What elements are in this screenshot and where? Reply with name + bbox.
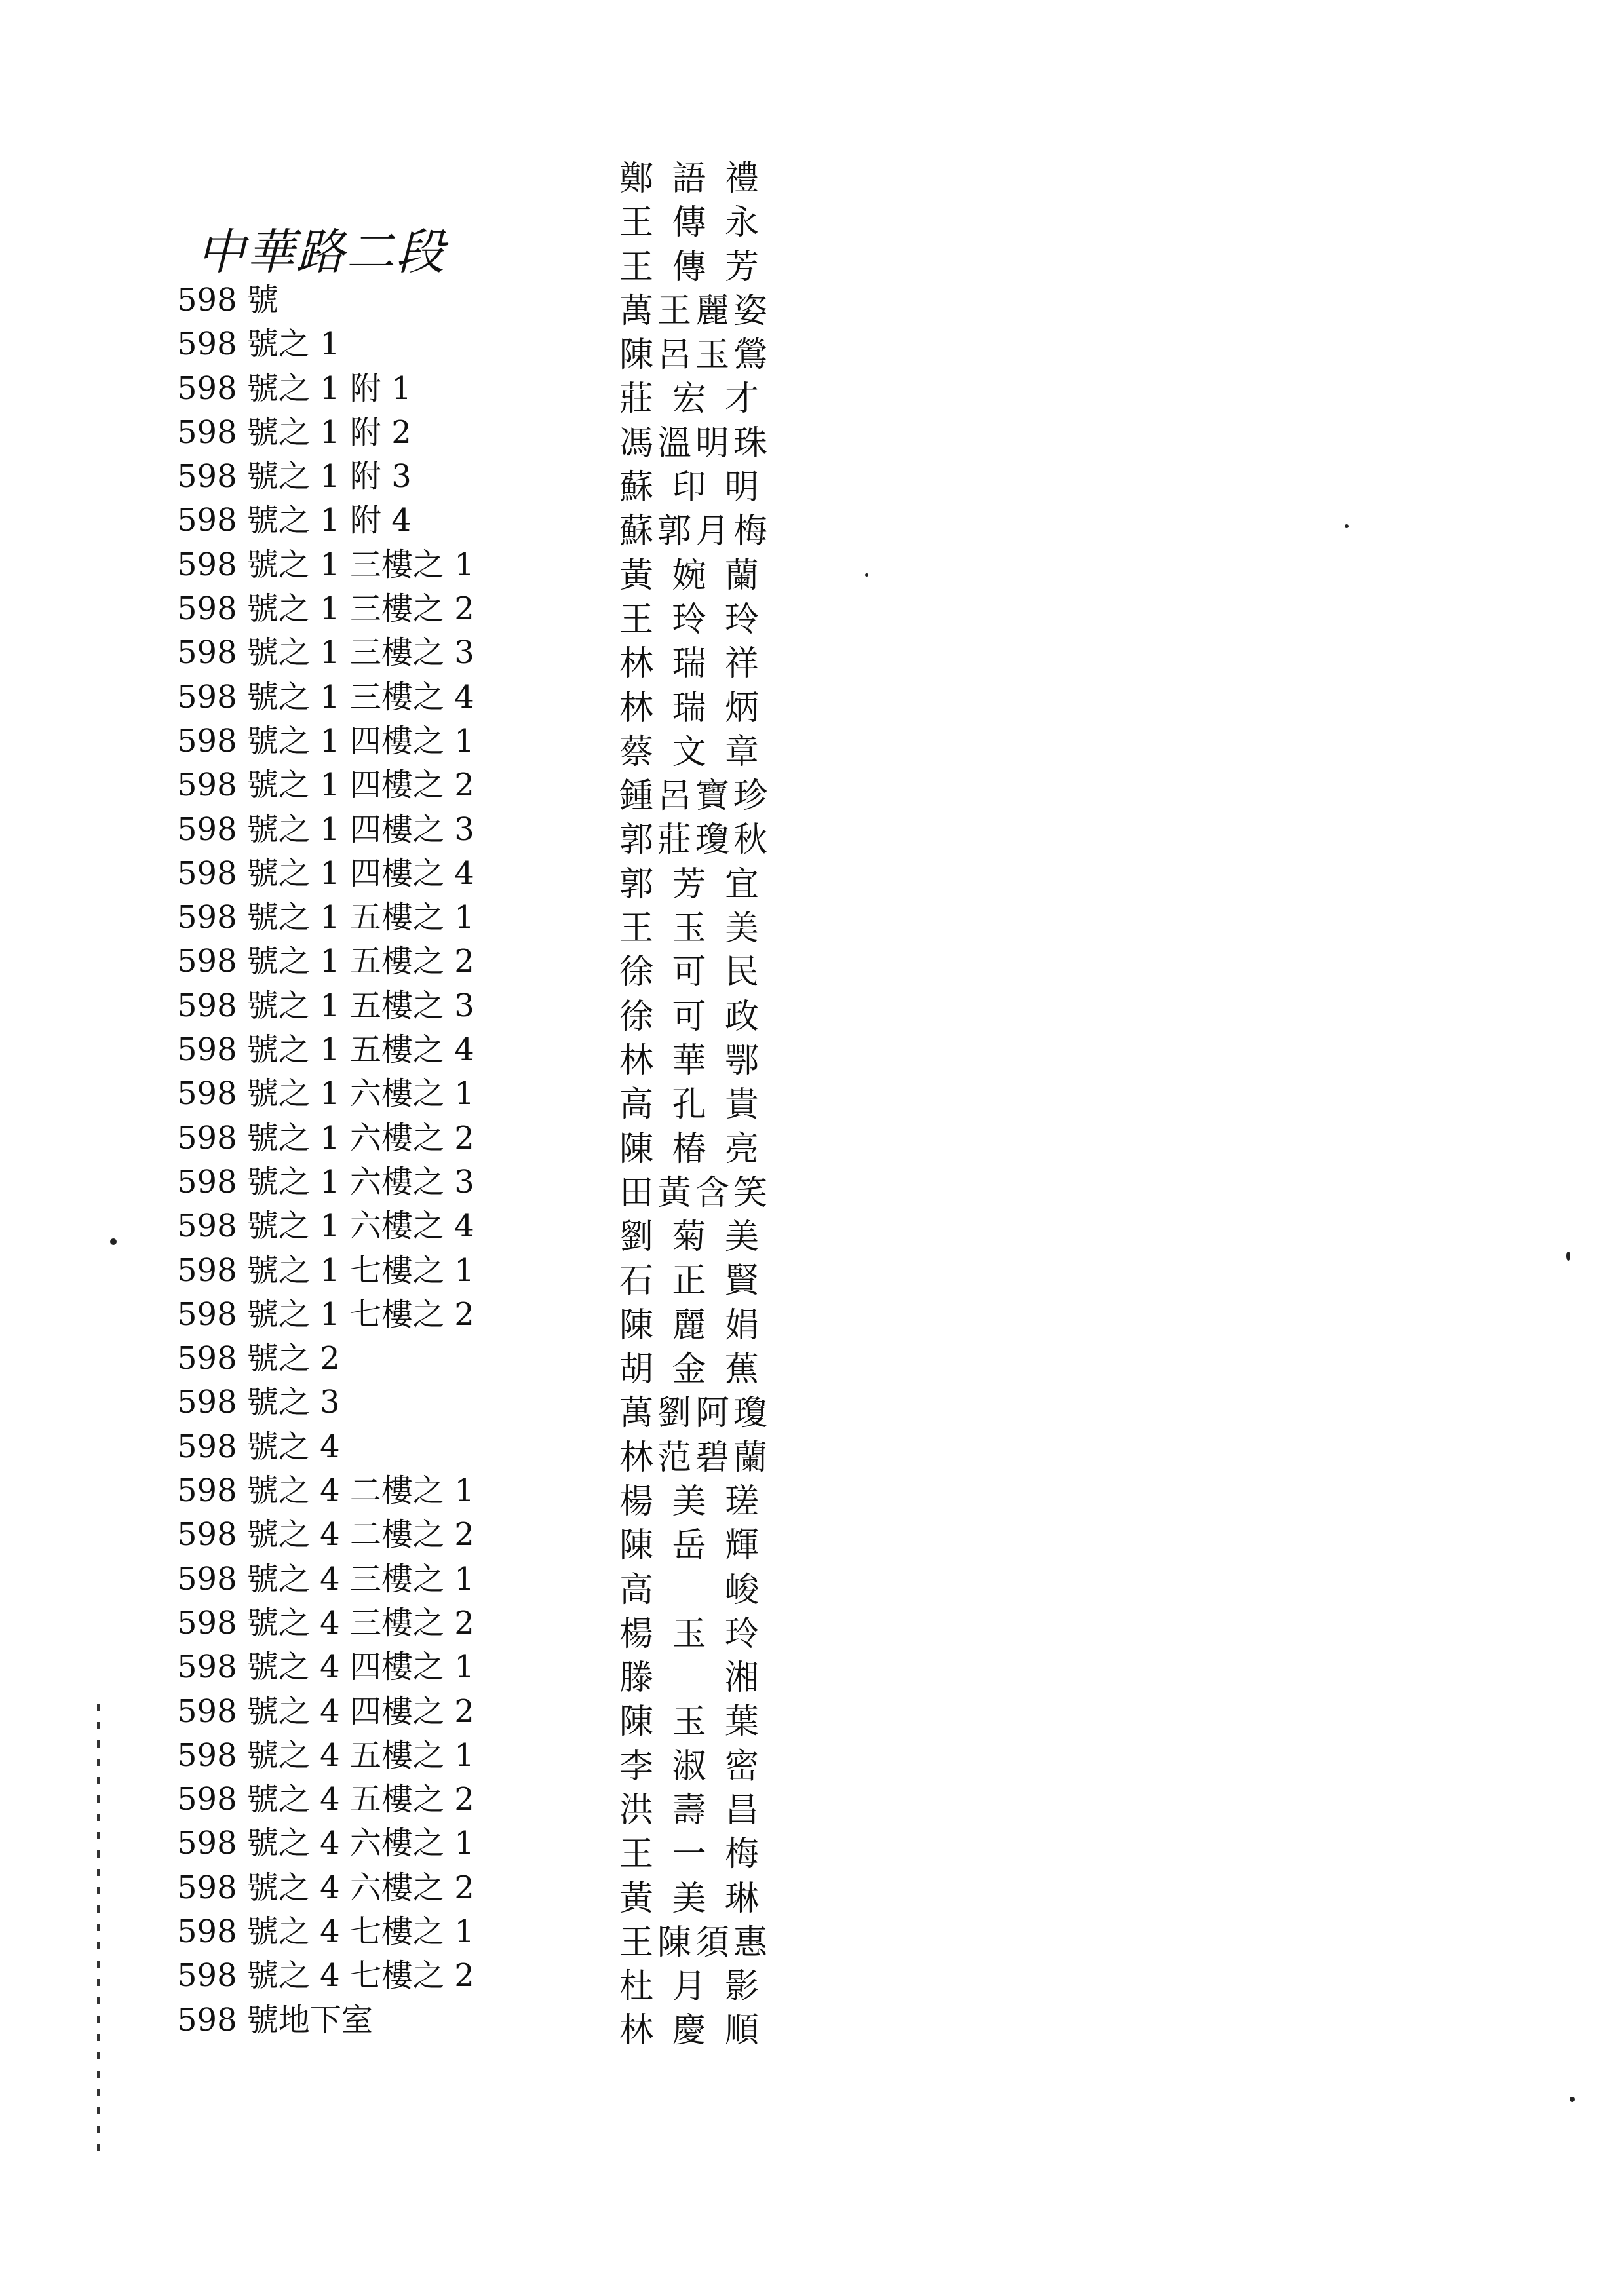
resident-name: 王 傳 永 (619, 203, 763, 243)
address-row: 598 號之 1 五樓之 4 (177, 1031, 474, 1069)
resident-name: 楊 玉 玲 (619, 1614, 763, 1654)
address-row: 598 號之 4 二樓之 1 (177, 1472, 474, 1510)
resident-name: 郭莊瓊秋 (619, 820, 772, 860)
resident-name: 林 瑞 炳 (619, 688, 763, 728)
address-row: 598 號之 1 三樓之 3 (177, 634, 474, 672)
resident-name: 杜 月 影 (619, 1967, 763, 2007)
address-row: 598 號之 1 三樓之 4 (177, 678, 474, 716)
resident-name: 林 華 鄂 (619, 1041, 763, 1081)
resident-name: 王 傳 芳 (619, 247, 763, 287)
resident-name: 李 淑 密 (619, 1746, 763, 1786)
address-row: 598 號之 1 四樓之 2 (177, 767, 474, 804)
address-row: 598 號之 1 五樓之 2 (177, 943, 474, 980)
resident-name: 徐 可 民 (619, 953, 763, 993)
address-row: 598 號之 1 六樓之 4 (177, 1208, 474, 1245)
resident-name: 王陳須惠 (619, 1923, 772, 1962)
resident-name: 馮溫明珠 (619, 423, 772, 463)
address-row: 598 號之 4 二樓之 2 (177, 1516, 474, 1554)
address-row: 598 號之 1 附 4 (177, 502, 412, 539)
scan-speck (1566, 1252, 1570, 1261)
resident-name: 滕 湘 (619, 1658, 763, 1698)
address-row: 598 號之 4 五樓之 2 (177, 1781, 474, 1818)
address-row: 598 號之 4 六樓之 1 (177, 1825, 474, 1862)
address-row: 598 號之 1 六樓之 3 (177, 1163, 474, 1200)
resident-name: 陳 椿 亮 (619, 1129, 763, 1169)
resident-name: 王 玲 玲 (619, 600, 763, 640)
scan-speck (865, 573, 868, 577)
address-row: 598 號之 1 四樓之 4 (177, 854, 474, 892)
resident-name: 莊 宏 才 (619, 379, 763, 419)
address-row: 598 號之 2 (177, 1340, 340, 1377)
address-row: 598 號之 4 四樓之 1 (177, 1649, 474, 1686)
resident-name: 蔡 文 章 (619, 732, 763, 772)
address-row: 598 號之 4 (177, 1428, 340, 1465)
resident-name: 蘇郭月梅 (619, 512, 772, 552)
address-row: 598 號之 1 七樓之 2 (177, 1295, 474, 1333)
resident-name: 陳呂玉鶯 (619, 335, 772, 375)
address-row: 598 號之 3 (177, 1384, 340, 1421)
address-row: 598 號之 1 五樓之 1 (177, 899, 474, 936)
address-row: 598 號之 4 六樓之 2 (177, 1869, 474, 1906)
scan-speck (1570, 2097, 1575, 2102)
resident-name: 王 一 梅 (619, 1835, 763, 1875)
address-row: 598 號之 1 附 2 (177, 413, 412, 451)
resident-name: 郭 芳 宜 (619, 864, 763, 904)
address-list (177, 278, 675, 2042)
scan-speck (110, 1238, 117, 1245)
address-row: 598 號地下室 (177, 2001, 373, 2038)
address-row: 598 號之 1 (177, 326, 340, 363)
resident-name: 黃 美 琳 (619, 1879, 763, 1919)
scan-speck (1345, 524, 1349, 528)
address-row: 598 號之 1 附 1 (177, 370, 412, 407)
address-row: 598 號之 4 七樓之 2 (177, 1957, 474, 1995)
resident-name: 萬劉阿瓊 (619, 1394, 772, 1434)
address-row: 598 號之 1 五樓之 3 (177, 987, 474, 1024)
resident-name: 王 玉 美 (619, 909, 763, 949)
street-heading: 中華路二段 (197, 224, 446, 280)
resident-name: 鍾呂寶珍 (619, 776, 772, 816)
resident-name: 劉 菊 美 (619, 1217, 763, 1257)
resident-name: 徐 可 政 (619, 997, 763, 1037)
resident-name: 蘇 印 明 (619, 468, 763, 508)
resident-name: 陳 麗 娟 (619, 1305, 763, 1345)
resident-name: 鄭 語 禮 (619, 159, 763, 199)
address-row: 598 號之 4 三樓之 2 (177, 1604, 474, 1641)
address-row: 598 號之 1 六樓之 2 (177, 1119, 474, 1157)
resident-name: 陳 玉 葉 (619, 1702, 763, 1742)
address-row: 598 號之 1 七樓之 1 (177, 1252, 474, 1289)
resident-name: 楊 美 瑳 (619, 1482, 763, 1521)
address-row: 598 號之 4 七樓之 1 (177, 1913, 474, 1950)
address-row: 598 號之 1 三樓之 2 (177, 590, 474, 628)
resident-name: 陳 岳 輝 (619, 1526, 763, 1566)
resident-name: 萬王麗姿 (619, 291, 772, 331)
margin-dotted-line (97, 1704, 100, 2162)
resident-name: 高 孔 貴 (619, 1085, 763, 1125)
address-row: 598 號之 4 四樓之 2 (177, 1693, 474, 1730)
resident-name: 林范碧蘭 (619, 1438, 772, 1478)
address-row: 598 號 (177, 282, 279, 318)
address-row: 598 號之 4 三樓之 1 (177, 1560, 474, 1598)
resident-name: 林 慶 順 (619, 2011, 763, 2051)
resident-name: 胡 金 蕉 (619, 1350, 763, 1390)
resident-name: 田黃含笑 (619, 1173, 772, 1213)
address-row: 598 號之 1 四樓之 3 (177, 811, 474, 848)
resident-name: 高 峻 (619, 1570, 763, 1610)
address-row: 598 號之 1 附 3 (177, 458, 412, 495)
address-row: 598 號之 4 五樓之 1 (177, 1736, 474, 1774)
address-row: 598 號之 1 三樓之 1 (177, 546, 474, 583)
address-row: 598 號之 1 四樓之 1 (177, 722, 474, 759)
resident-name: 黃 婉 蘭 (619, 556, 763, 596)
resident-name: 洪 壽 昌 (619, 1790, 763, 1830)
address-row: 598 號之 1 六樓之 1 (177, 1075, 474, 1113)
resident-name-list (619, 157, 881, 2054)
resident-name: 林 瑞 祥 (619, 644, 763, 684)
resident-name: 石 正 賢 (619, 1261, 763, 1301)
